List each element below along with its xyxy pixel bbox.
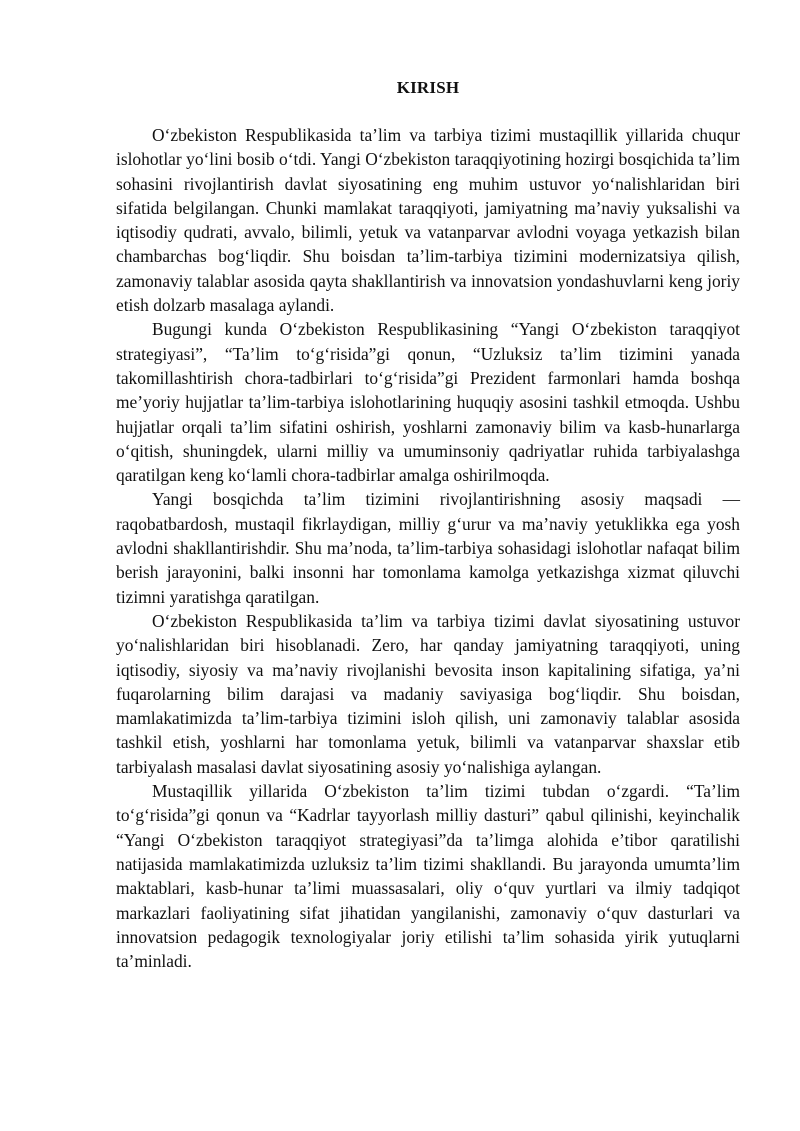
paragraph: Bugungi kunda O‘zbekiston Respublikasining “Yangi O‘zbekiston taraqqiyot strategiyasi”, “Ta’lim to‘g‘risida”gi qonun, “Uzluksiz ta’lim tizimini yanada takomillashtirish chora-tadbirlari to‘g‘risida”gi Prezident farmonlari hamda boshqa me’yoriy hujjatlar ta’lim-tarbiya islohotlarining huquqiy asosini tashkil etmoqda. Ushbu hujjatlar orqali ta’lim sifatini oshirish, yoshlarni zamonaviy bilim va kasb-hunarlarga o‘qitish, shuningdek, ularni milliy va umuminsoniy qadriyatlar ruhida tarbiyalashga qaratilgan keng ko‘lamli chora-tadbirlar amalga oshirilmoqda. xyxy=(116,319,740,486)
document-page xyxy=(116,0,740,973)
paragraph: Yangi bosqichda ta’lim tizimini rivojlantirishning asosiy maqsadi — raqobatbardosh, mustaqil fikrlaydigan, milliy g‘urur va ma’naviy yetuklikka ega yosh avlodni shakllantirishdir. Shu ma’noda, ta’lim-tarbiya sohasidagi islohotlar nafaqat bilim berish jarayonini, balki insonni har tomonlama kamolga yetkazishga xizmat qiluvchi tizimni yaratishga qaratilgan. xyxy=(116,489,740,607)
paragraph: Mustaqillik yillarida O‘zbekiston ta’lim tizimi tubdan o‘zgardi. “Ta’lim to‘g‘risida”gi qonun va “Kadrlar tayyorlash milliy dasturi” qabul qilinishi, keyinchalik “Yangi O‘zbekiston taraqqiyot strategiyasi”da ta’limga alohida e’tibor qaratilishi natijasida mamlakatimizda uzluksiz ta’lim tizimi shakllandi. Bu jarayonda umumta’lim maktablari, kasb-hunar ta’limi muassasalari, oliy o‘quv yurtlari va ilmiy tadqiqot markazlari faoliyatining sifat jihatidan yangilanishi, zamonaviy o‘quv dasturlari va innovatsion pedagogik texnologiyalar joriy etilishi ta’lim sohasida yirik yutuqlarni ta’minladi. xyxy=(116,781,740,972)
paragraph: O‘zbekiston Respublikasida ta’lim va tarbiya tizimi davlat siyosatining ustuvor yo‘nalishlaridan biri hisoblanadi. Zero, har qanday jamiyatning taraqqiyoti, uning iqtisodiy, siyosiy va ma’naviy rivojlanishi bevosita inson kapitalining sifatiga, ya’ni fuqarolarning bilim darajasi va madaniy saviyasiga bog‘liqdir. Shu boisdan, mamlakatimizda ta’lim-tarbiya tizimini isloh qilish, uni zamonaviy talablar asosida tashkil etish, yoshlarni har tomonlama yetuk, bilimli va vatanparvar shaxslar etib tarbiyalash masalasi davlat siyosatining asosiy yo‘nalishiga aylangan. xyxy=(116,610,740,777)
paragraph: O‘zbekiston Respublikasida ta’lim va tarbiya tizimi mustaqillik yillarida chuqur islohotlar yo‘lini bosib o‘tdi. Yangi O‘zbekiston taraqqiyotining hozirgi bosqichida ta’lim sohasini rivojlantirish davlat siyosatining eng muhim ustuvor yo‘nalishlaridan biri sifatida belgilangan. Chunki mamlakat taraqqiyoti, jamiyatning ma’naviy yuksalishi va iqtisodiy qudrati, avvalo, bilimli, yetuk va vatanparvar avlodni voyaga yetkazish bilan chambarchas bog‘liqdir. Shu boisdan ta’lim-tarbiya tizimini modernizatsiya qilish, zamonaviy talablar asosida qayta shakllantirish va innovatsion yondashuvlarni keng joriy etish dolzarb masalaga aylandi. xyxy=(116,125,740,316)
page-title: KIRISH xyxy=(396,78,460,97)
document-body xyxy=(116,123,740,973)
